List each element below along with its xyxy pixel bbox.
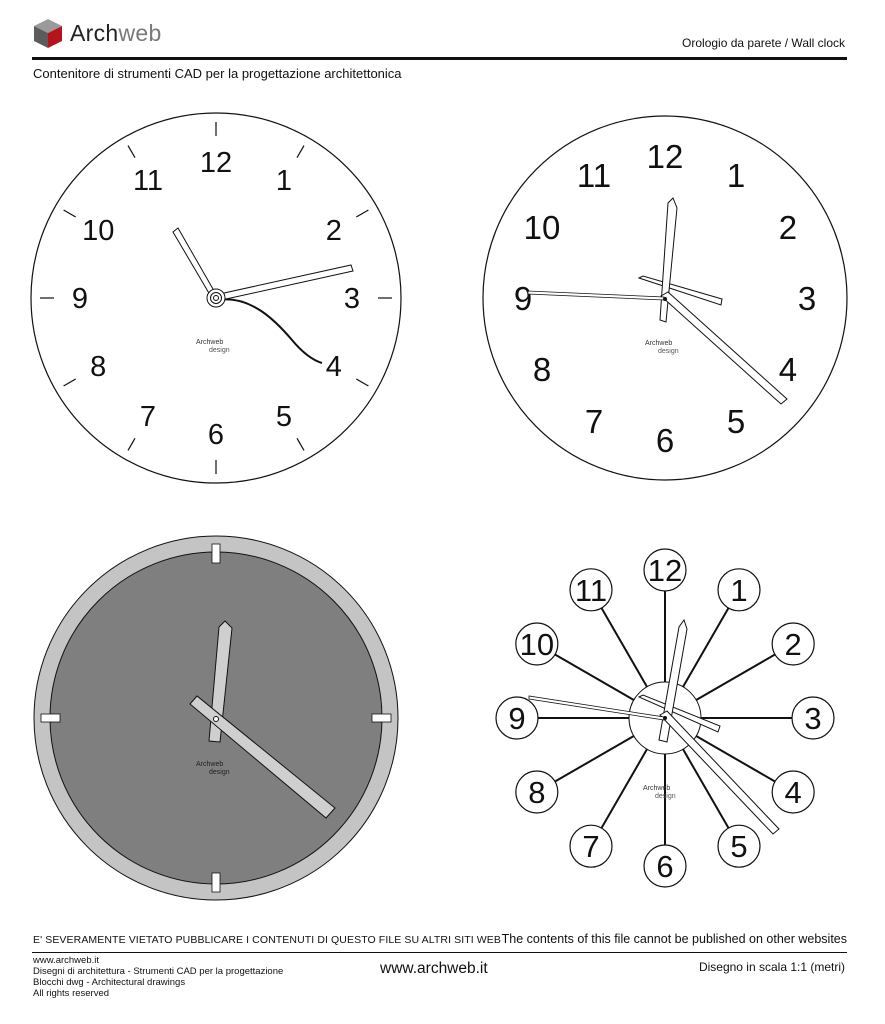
clock-1-numeral: 9 <box>71 283 89 315</box>
clock-1-numeral: 4 <box>325 351 342 383</box>
clock-2-numeral: 6 <box>655 422 675 459</box>
clock-3 <box>34 536 398 900</box>
clock-4-hub <box>663 716 667 720</box>
brand-name-part2: web <box>118 20 162 46</box>
clock-1-hub-pin <box>214 296 219 301</box>
clock-3-marker-3 <box>372 714 391 722</box>
clock-2-numeral: 7 <box>584 402 604 440</box>
clock-4-numeral: 6 <box>656 849 674 884</box>
clock-3-hub <box>214 717 219 722</box>
clock-1-numeral: 8 <box>90 351 107 383</box>
footer-line-blocks: Blocchi dwg - Architectural drawings <box>33 977 186 988</box>
clock-4-spoke <box>554 654 634 700</box>
clock-1-numeral: 12 <box>199 147 233 179</box>
clock-2-numeral: 5 <box>726 402 746 440</box>
clock-2-brand-line2: design <box>658 348 679 355</box>
clock-3-marker-12 <box>212 544 220 563</box>
clock-4-numeral: 1 <box>730 572 748 608</box>
clock-4-numeral: 5 <box>730 829 748 865</box>
header-title: Orologio da parete / Wall clock <box>682 36 845 50</box>
clock-4-numeral: 4 <box>784 775 802 810</box>
clock-4-brand-line1: Archweb <box>643 785 671 792</box>
clock-2-numeral: 9 <box>513 280 533 317</box>
clock-4-spoke <box>601 749 647 829</box>
clock-2-numeral: 12 <box>646 138 684 175</box>
notice-italian: E' SEVERAMENTE VIETATO PUBBLICARE I CONTENUTI DI QUESTO FILE SU ALTRI SITI WEB <box>33 934 501 946</box>
clock-1-numeral: 11 <box>132 165 164 198</box>
footer-scale: Disegno in scala 1:1 (metri) <box>698 960 845 974</box>
footer-line-drawings: Disegni di architettura - Strumenti CAD per la progettazione <box>33 966 284 977</box>
footer-website-link[interactable]: www.archweb.it <box>380 960 488 977</box>
clock-4-spoke <box>601 607 647 687</box>
footer-divider <box>32 952 847 953</box>
clock-4-brand-line2: design <box>655 793 676 800</box>
clock-4-spoke <box>683 607 729 687</box>
clock-1-numeral: 10 <box>82 215 115 247</box>
clock-1-numeral: 2 <box>325 215 342 247</box>
clock-4-numeral: 8 <box>528 775 546 810</box>
clock-1-numeral: 5 <box>275 400 293 433</box>
clock-4 <box>496 549 834 887</box>
notice-english: The contents of this file cannot be published on other websites <box>501 932 847 946</box>
clock-3-marker-9 <box>41 714 60 722</box>
clock-4-numeral: 10 <box>519 627 555 662</box>
footer-line-rights: All rights reserved <box>33 988 110 999</box>
clock-4-numeral: 3 <box>804 701 822 736</box>
clock-3-brand-line2: design <box>209 769 230 776</box>
clock-3-brand-line1: Archweb <box>196 761 224 768</box>
clock-1-numeral: 3 <box>343 283 361 315</box>
clock-4-spoke <box>554 736 634 782</box>
clock-1-numeral: 7 <box>139 400 157 433</box>
clock-4-numeral: 2 <box>784 627 802 662</box>
page-subtitle: Contenitore di strumenti CAD per la progettazione architettonica <box>33 66 402 81</box>
clock-4-numeral: 12 <box>647 553 683 588</box>
clock-2-numeral: 8 <box>532 351 552 388</box>
clock-3-marker-6 <box>212 873 220 892</box>
brand-name-part1: Arch <box>70 20 119 46</box>
clock-2-numeral: 4 <box>778 351 798 388</box>
clock-2-hub <box>663 297 667 301</box>
footer-info <box>33 955 283 999</box>
clock-4-spoke <box>696 654 776 700</box>
clock-4-numeral: 7 <box>582 829 600 865</box>
clock-2-numeral: 2 <box>778 209 798 246</box>
clock-1-brand-line1: Archweb <box>196 339 224 346</box>
clock-1 <box>31 113 401 483</box>
clock-1-numeral: 6 <box>207 419 225 451</box>
clock-2-numeral: 3 <box>797 280 817 317</box>
clock-1-numeral: 1 <box>275 165 293 198</box>
clock-2-brand-line1: Archweb <box>645 340 673 347</box>
clock-2 <box>483 116 847 480</box>
clock-1-brand-line2: design <box>209 347 230 354</box>
clock-2-numeral: 1 <box>726 157 746 195</box>
clock-4-numeral: 9 <box>508 701 526 736</box>
clock-2-numeral: 10 <box>523 209 561 246</box>
footer-line-website[interactable]: www.archweb.it <box>33 955 99 966</box>
clock-4-numeral: 11 <box>574 572 608 608</box>
clock-2-numeral: 11 <box>576 157 612 195</box>
